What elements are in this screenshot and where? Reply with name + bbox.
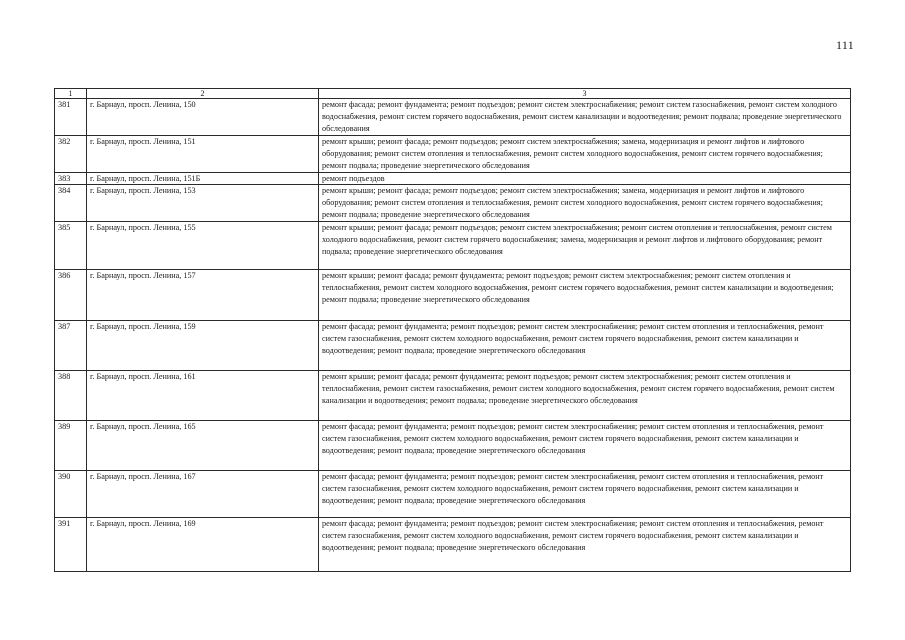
row-address: г. Барнаул, просп. Ленина, 151Б <box>87 173 319 185</box>
row-address: г. Барнаул, просп. Ленина, 159 <box>87 321 319 371</box>
row-number: 390 <box>55 471 87 518</box>
page-number: 111 <box>836 38 855 52</box>
row-works: ремонт подъездов <box>319 173 851 185</box>
row-works: ремонт крыши; ремонт фасада; ремонт подъездов; ремонт систем электроснабжения; ремонт систем отопления и теплоснабжения, ремонт систем холодного водоснабжения, ремонт систем горячего водоснабжения; замена, модернизация и ремонт лифтов и лифтового оборудования; ремонт подвала; проведение энергетического обследования <box>319 222 851 270</box>
row-number: 382 <box>55 136 87 173</box>
row-works: ремонт фасада; ремонт фундамента; ремонт подъездов; ремонт систем электроснабжения; ремонт систем газоснабжения, ремонт систем холодного водоснабжения, ремонт систем горячего водоснабжения, ремонт систем канализации и водоотведения; ремонт подвала; проведение энергетического обследования <box>319 99 851 136</box>
table-row <box>55 371 851 421</box>
row-address: г. Барнаул, просп. Ленина, 157 <box>87 270 319 321</box>
row-number: 386 <box>55 270 87 321</box>
row-number: 381 <box>55 99 87 136</box>
row-works: ремонт фасада; ремонт фундамента; ремонт подъездов; ремонт систем электроснабжения, ремонт систем отопления и теплоснабжения, ремонт систем газоснабжения, ремонт систем холодного водоснабжения, ремонт систем горячего водоснабжения, ремонт систем канализации и водоотведения; ремонт подвала; проведение энергетического обследования <box>319 471 851 518</box>
row-address: г. Барнаул, просп. Ленина, 151 <box>87 136 319 173</box>
row-number: 387 <box>55 321 87 371</box>
row-works: ремонт фасада; ремонт фундамента; ремонт подъездов; ремонт систем электроснабжения; ремонт систем отопления и теплоснабжения, ремонт систем газоснабжения, ремонт систем холодного водоснабжения, ремонт систем горячего водоснабжения, ремонт систем канализации и водоотведения; ремонт подвала; проведение энергетического обследования <box>319 518 851 572</box>
table-row <box>55 99 851 136</box>
row-number: 389 <box>55 421 87 471</box>
row-works: ремонт крыши; ремонт фасада; ремонт подъездов; ремонт систем электроснабжения; замена, модернизация и ремонт лифтов и лифтового оборудования; ремонт систем отопления и теплоснабжения, ремонт систем холодного водоснабжения, ремонт систем горячего водоснабжения; ремонт подвала; проведение энергетического обследования <box>319 185 851 222</box>
header-col-3: 3 <box>319 89 851 99</box>
header-row <box>55 89 851 99</box>
row-works: ремонт фасада; ремонт фундамента; ремонт подъездов; ремонт систем электроснабжения; ремонт систем отопления и теплоснабжения, ремонт систем газоснабжения, ремонт систем холодного водоснабжения, ремонт систем горячего водоснабжения, ремонт систем канализации и водоотведения; ремонт подвала; проведение энергетического обследования <box>319 421 851 471</box>
row-number: 388 <box>55 371 87 421</box>
row-works: ремонт крыши; ремонт фасада; ремонт подъездов; ремонт систем электроснабжения; замена, модернизация и ремонт лифтов и лифтового оборудования; ремонт систем отопления и теплоснабжения, ремонт систем холодного водоснабжения, ремонт систем горячего водоснабжения; ремонт подвала; проведение энергетического обследования <box>319 136 851 173</box>
table-row <box>55 518 851 572</box>
header-col-2: 2 <box>87 89 319 99</box>
header-col-1: 1 <box>55 89 87 99</box>
row-number: 391 <box>55 518 87 572</box>
row-address: г. Барнаул, просп. Ленина, 165 <box>87 421 319 471</box>
row-works: ремонт крыши; ремонт фасада; ремонт фундамента; ремонт подъездов; ремонт систем электроснабжения; ремонт систем отопления и теплоснабжения, ремонт систем холодного водоснабжения, ремонт систем горячего водоснабжения, ремонт систем канализации и водоотведения; ремонт подвала; проведение энергетического обследования <box>319 270 851 321</box>
row-address: г. Барнаул, просп. Ленина, 169 <box>87 518 319 572</box>
table-row <box>55 270 851 321</box>
table-row <box>55 136 851 173</box>
table-row <box>55 173 851 185</box>
row-address: г. Барнаул, просп. Ленина, 167 <box>87 471 319 518</box>
row-address: г. Барнаул, просп. Ленина, 153 <box>87 185 319 222</box>
repair-register-table <box>54 88 851 572</box>
row-address: г. Барнаул, просп. Ленина, 150 <box>87 99 319 136</box>
row-works: ремонт фасада; ремонт фундамента; ремонт подъездов; ремонт систем электроснабжения; ремонт систем отопления и теплоснабжения, ремонт систем газоснабжения, ремонт систем холодного водоснабжения, ремонт систем горячего водоснабжения, ремонт систем канализации и водоотведения; ремонт подвала; проведение энергетического обследования <box>319 321 851 371</box>
table-row <box>55 421 851 471</box>
row-works: ремонт крыши; ремонт фасада; ремонт фундамента; ремонт подъездов; ремонт систем электроснабжения; ремонт систем отопления и теплоснабжения, ремонт систем газоснабжения, ремонт систем холодного водоснабжения, ремонт систем горячего водоснабжения, ремонт систем канализации и водоотведения; ремонт подвала; проведение энергетического обследования <box>319 371 851 421</box>
table-row <box>55 222 851 270</box>
row-address: г. Барнаул, просп. Ленина, 155 <box>87 222 319 270</box>
table-row <box>55 185 851 222</box>
row-number: 384 <box>55 185 87 222</box>
table-row <box>55 471 851 518</box>
row-address: г. Барнаул, просп. Ленина, 161 <box>87 371 319 421</box>
row-number: 383 <box>55 173 87 185</box>
table-row <box>55 321 851 371</box>
row-number: 385 <box>55 222 87 270</box>
